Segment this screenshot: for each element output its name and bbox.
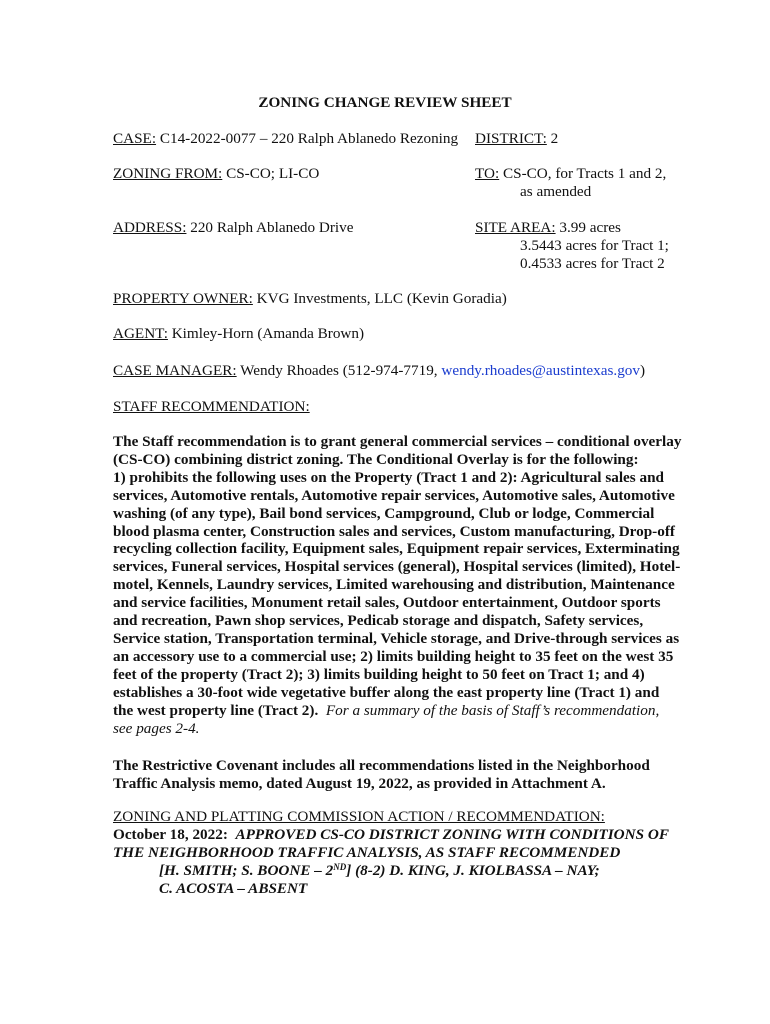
commission-vote-pre: [H. SMITH; S. BOONE – 2 [159,861,334,879]
case-manager-close-paren: ) [640,362,646,379]
staff-rec-line: Service station, Transportation terminal, Vehicle storage, and Drive-through services as [113,629,680,647]
restrictive-covenant-line: Traffic Analysis memo, dated August 19, 2022, as provided in Attachment A. [113,774,606,792]
case-label: CASE: [113,130,157,147]
case-manager-label: CASE MANAGER: [113,362,237,379]
case-manager-name: Wendy Rhoades (512-974-7719, [240,362,438,379]
commission-absent-line: C. ACOSTA – ABSENT [159,879,308,897]
staff-rec-line: services, Automotive rentals, Automotive repair services, Automotive sales, Automotive [113,486,675,504]
address-label: ADDRESS: [113,219,187,236]
commission-action-text: APPROVED CS-CO DISTRICT ZONING WITH CONDITIONS OF [235,826,669,843]
zoning-to-value: CS-CO, for Tracts 1 and 2, [503,165,667,182]
commission-action-heading: ZONING AND PLATTING COMMISSION ACTION / RECOMMENDATION: [113,808,605,825]
commission-vote-post: ] (8-2) D. KING, J. KIOLBASSA – NAY; [346,861,600,879]
property-owner-label: PROPERTY OWNER: [113,290,253,307]
staff-rec-line: 1) prohibits the following uses on the Property (Tract 1 and 2): Agricultural sales and [113,468,664,486]
staff-recommendation-heading: STAFF RECOMMENDATION: [113,398,310,415]
site-area-value: 3.99 acres [559,219,621,236]
staff-rec-line: blood plasma center, Construction sales and services, Custom manufacturing, Drop-off [113,522,675,540]
staff-rec-line: recycling collection facility, Equipment sales, Equipment repair services, Exterminating [113,540,680,558]
staff-rec-last-line [113,702,693,720]
commission-action-date: October 18, 2022: [113,826,228,843]
district-value: 2 [550,130,559,147]
commission-action-line1 [113,826,693,844]
district-label: DISTRICT: [475,130,547,147]
zoning-from-line [113,165,319,183]
staff-rec-line: motel, Kennels, Laundry services, Limited warehousing and distribution, Maintenance [113,576,675,594]
district-line [475,130,558,148]
restrictive-covenant-paragraph [113,757,693,793]
staff-rec-line: feet of the property (Tract 2); 3) limits building height to 50 feet on Tract 1; and 4) [113,665,645,683]
site-area-tract1: 3.5443 acres for Tract 1; [520,237,669,254]
staff-rec-line: washing (of any type), Bail bond services, Campground, Club or lodge, Commercial [113,504,655,522]
case-line [113,130,458,148]
staff-rec-line: (CS-CO) combining district zoning. The Conditional Overlay is for the following: [113,450,639,468]
zoning-to-line [475,165,666,183]
staff-rec-line: establishes a 30-foot wide vegetative buffer along the east property line (Tract 1) and [113,683,660,701]
property-owner-value: KVG Investments, LLC (Kevin Goradia) [256,290,507,307]
case-value: C14-2022-0077 – 220 Ralph Ablanedo Rezoning [159,130,459,147]
restrictive-covenant-line: The Restrictive Covenant includes all recommendations listed in the Neighborhood [113,757,650,774]
staff-rec-line: and recreation, Pawn shop services, Pedicab storage and dispatch, Safety services, [113,612,644,630]
zoning-to-value-continued: as amended [520,183,592,200]
agent-label: AGENT: [113,325,168,342]
site-area-line [475,219,621,237]
agent-line [113,325,364,343]
staff-rec-line: The Staff recommendation is to grant general commercial services – conditional overlay [113,433,682,450]
address-line [113,219,353,237]
staff-rec-line: an accessory use to a commercial use; 2) limits building height to 35 feet on the west 35 [113,647,674,665]
staff-recommendation-paragraph [113,433,693,737]
staff-rec-summary-note: For a summary of the basis of Staff’s recommendation, [325,701,660,719]
agent-value: Kimley-Horn (Amanda Brown) [171,325,365,342]
site-area-tract2: 0.4533 acres for Tract 2 [520,255,665,272]
staff-rec-pages-note: see pages 2-4. [113,719,200,737]
case-manager-line [113,362,645,380]
page-title: ZONING CHANGE REVIEW SHEET [258,94,512,111]
address-value: 220 Ralph Ablanedo Drive [190,219,354,236]
commission-vote-line [113,862,693,880]
staff-rec-last-bold: the west property line (Tract 2). [113,701,319,719]
staff-rec-line: and service facilities, Monument retail sales, Outdoor entertainment, Outdoor sports [113,594,661,612]
zoning-from-label: ZONING FROM: [113,165,223,182]
commission-action-paragraph [113,826,693,898]
staff-rec-line: services, Funeral services, Hospital services (general), Hospital services (limited), Hotel- [113,558,681,576]
case-manager-email-link[interactable]: wendy.rhoades@austintexas.gov [441,362,640,379]
site-area-label: SITE AREA: [475,219,556,236]
property-owner-line [113,290,507,308]
commission-vote-sup: ND [333,861,347,872]
commission-action-line2: THE NEIGHBORHOOD TRAFFIC ANALYSIS, AS STAFF RECOMMENDED [113,843,621,861]
zoning-from-value: CS-CO; LI-CO [226,165,320,182]
zoning-to-label: TO: [475,165,500,182]
